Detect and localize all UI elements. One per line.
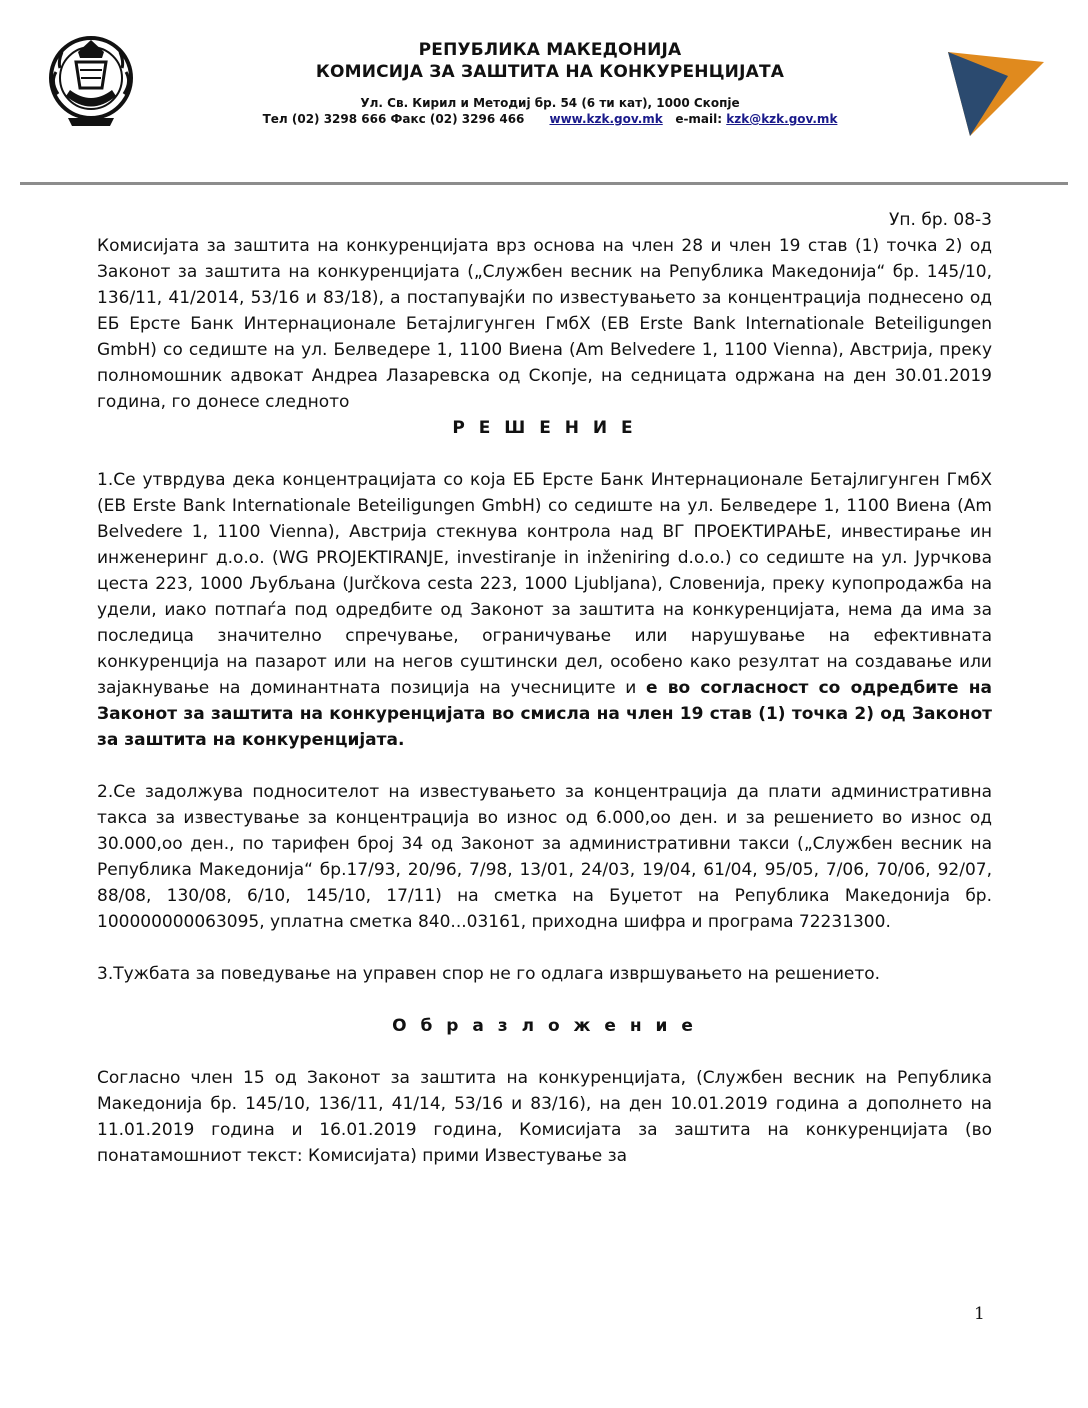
decision-item-3: 3.Тужбата за поведување на управен спор не го одлага извршувањето на решението. <box>97 964 881 984</box>
email-link[interactable]: kzk@kzk.gov.mk <box>726 112 838 126</box>
website-link[interactable]: www.kzk.gov.mk <box>549 112 663 126</box>
letterhead <box>0 0 1088 190</box>
header-separator <box>20 182 1068 185</box>
institution-contacts <box>180 112 920 126</box>
institution-country-title: РЕПУБЛИКА МАКЕДОНИЈА <box>418 40 682 60</box>
decision-item-2: 2.Се задолжува подносителот на известувањето за концентрација да плати административна такса за известување за концентрација во износ од 6.000,оо ден. и за решението во износ од 30.000,оо ден., по тарифен број 34 од Законот за административни такси („Службен весник на Република Македонија“ бр.17/93, 20/96, 7/98, 13/01, 24/03, 19/04, 61/04, 95/05, 7/06, 70/06, 92/07, 88/08, 130/08, 6/10, 145/10, 17/11) на сметка на Буџетот на Република Македонија бр. 100000000063095, уплатна сметка 840...03161, приходна шифра и програма 72231300. <box>97 782 992 932</box>
reasoning-heading: О б р а з л о ж е н и е <box>392 1016 697 1036</box>
page-number: 1 <box>974 1304 985 1324</box>
intro-paragraph: Комисијата за заштита на конкуренцијата врз основа на член 28 и член 19 став (1) точка 2) од Законот за заштита на конкуренцијата („Службен весник на Република Македонија“ бр. 145/10, 136/11, 41/2014, 53/16 и 83/18), а постапувајќи по известувањето за концентрација поднесено од ЕБ Ерсте Банк Интернационале Бетајлигунген ГмбХ (EB Erste Bank Internationale Beteiligungen GmbH) со седиште на ул. Белведере 1, 1100 Виена (Am Belvedere 1, 1100 Vienna), Австрија, преку полномошник адвокат Андреа Лазаревска од Скопје, на седницата одржана на ден 30.01.2019 година, го донесе следното <box>97 236 992 412</box>
decision-item-1-bold: е во согласност со одредбите на Законот за заштита на конкуренцијата во смисла на член 19 став (1) точка 2) од Законот за заштита на конкуренцијата. <box>97 678 992 750</box>
document-body <box>97 207 992 1169</box>
phone-fax: Тел (02) 3298 666 Факс (02) 3296 466 <box>262 112 525 126</box>
institution-name-title: КОМИСИЈА ЗА ЗАШТИТА НА КОНКУРЕНЦИЈАТА <box>315 62 785 82</box>
email-label: e-mail: <box>675 112 723 126</box>
decision-heading: Р Е Ш Е Н И Е <box>452 418 637 438</box>
institution-address: Ул. Св. Кирил и Методиј бр. 54 (6 ти кат), 1000 Скопје <box>360 96 740 110</box>
reasoning-paragraph: Согласно член 15 од Законот за заштита на конкуренцијата, (Службен весник на Република Македонија бр. 145/10, 136/11, 41/14, 53/16 и 83/16), на ден 10.01.2019 година а дополнето на 11.01.2019 година и 16.01.2019 година, Комисијата за заштита на конкуренцијата (во понатамошниот текст: Комисијата) прими Известување за <box>97 1068 992 1166</box>
coat-of-arms-icon <box>48 22 134 134</box>
commission-logo-icon <box>948 52 1044 136</box>
decision-item-1-text: 1.Се утврдува дека концентрацијата со која ЕБ Ерсте Банк Интернационале Бетајлигунген ГмбХ (EB Erste Bank Internationale Beteiligungen GmbH) со седиште на ул. Белведере 1, 1100 Виена (Am Belvedere 1, 1100 Vienna), Австрија стекнува контрола над ВГ ПРОЕКТИРАЊЕ, инвестирање ин инженеринг д.о.о. (WG PROJEKTIRANJE, investiranje in inženiring d.o.o.) со седиште на ул. Јурчкова цеста 223, 1000 Љубљана (Jurčkova cesta 223, 1000 Ljubljana), Словенија, преку купопродажба на удели, иако потпаѓа под одредбите од Законот за заштита на конкуренцијата, нема да има за последица значително спречување, ограничување или нарушување на ефективната конкуренција на пазарот или на негов суштински дел, особено како резултат на создавање или зајакнување на доминантната позиција на учесниците и <box>97 470 992 698</box>
reference-number: Уп. бр. 08-3 <box>889 210 992 230</box>
decision-item-1 <box>97 467 992 753</box>
